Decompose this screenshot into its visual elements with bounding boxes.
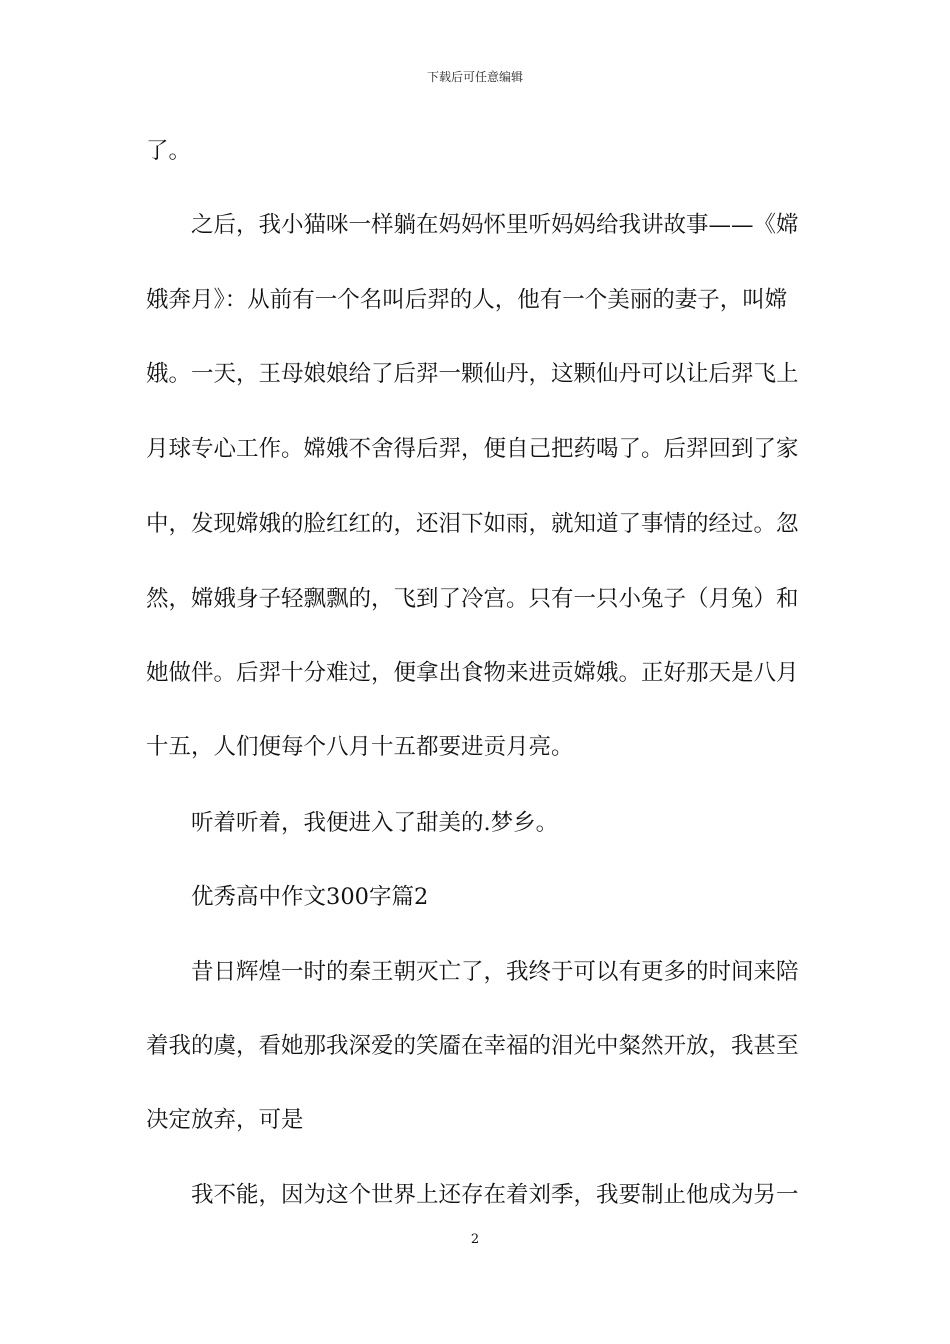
text-line: 着我的虞，看她那我深爱的笑靥在幸福的泪光中粲然开放，我甚至: [146, 1033, 799, 1059]
text-line: 了。: [146, 138, 192, 164]
header-note: 下载后可任意编辑: [426, 70, 523, 84]
text-line: 中，发现嫦娥的脸红红的，还泪下如雨，就知道了事情的经过。忽: [146, 511, 799, 537]
text-line: 娥。一天，王母娘娘给了后羿一颗仙丹，这颗仙丹可以让后羿飞上: [146, 361, 799, 387]
text-line: 我不能，因为这个世界上还存在着刘季，我要制止他成为另一: [191, 1182, 799, 1208]
text-line: 然，嫦娥身子轻飘飘的，飞到了冷宫。只有一只小兔子（月兔）和: [146, 586, 799, 612]
text-line: 月球专心工作。嫦娥不舍得后羿，便自己把药喝了。后羿回到了家: [146, 436, 799, 462]
text-line: 之后，我小猫咪一样躺在妈妈怀里听妈妈给我讲故事——《嫦: [191, 212, 799, 238]
text-line: 昔日辉煌一时的秦王朝灭亡了，我终于可以有更多的时间来陪: [191, 959, 799, 985]
text-line: 十五，人们便每个八月十五都要进贡月亮。: [146, 734, 574, 760]
text-line: 听着听着，我便进入了甜美的.梦乡。: [191, 810, 559, 836]
section-heading: 优秀高中作文300字篇2: [191, 884, 429, 910]
text-line: 娥奔月》：从前有一个名叫后羿的人，他有一个美丽的妻子，叫嫦: [146, 287, 788, 313]
text-line: 她做伴。后羿十分难过，便拿出食物来进贡嫦娥。正好那天是八月: [146, 660, 799, 686]
text-line: 决定放弃，可是: [146, 1107, 304, 1133]
page-number: 2: [470, 1232, 480, 1247]
